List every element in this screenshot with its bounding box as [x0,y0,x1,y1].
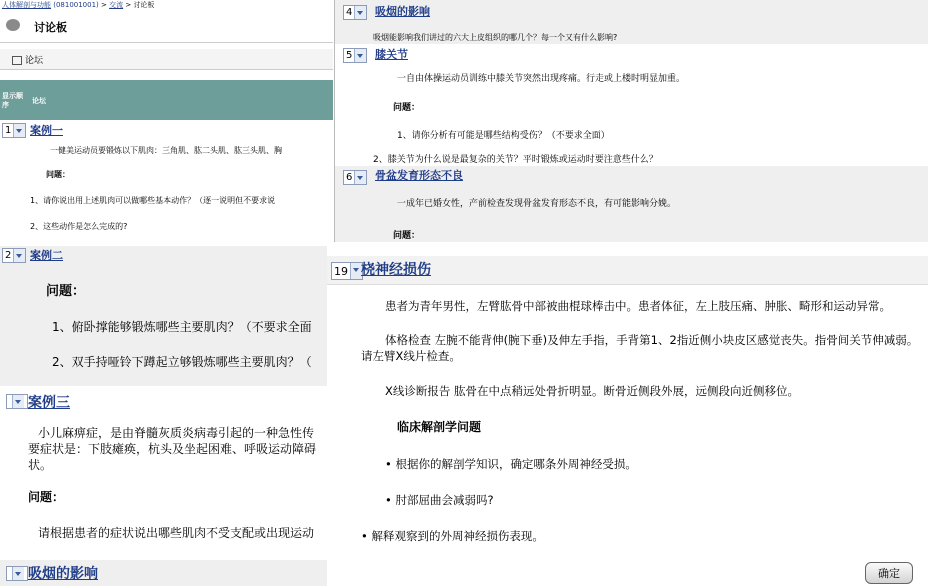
case-text: 2、膝关节为什么说是最复杂的关节？平时锻炼或运动时要注意些什么？ [373,155,658,165]
case-text: 1、请你分析有可能是哪些结构受伤？（不要求全面） [397,131,610,141]
case-text: 体格检查 左腕不能背伸(腕下垂)及伸左手指，手背第1、2指近侧小块皮区感觉丧失。指骨间关节伸减弱。 [385,333,919,347]
question-item: • 根据你的解剖学知识，确定哪条外周神经受损。 [385,457,637,471]
breadcrumb-current: 讨论板 [133,1,155,9]
case-text: 一健美运动员要锻炼以下肌肉：三角肌、肱二头肌、肱三头肌、胸 [50,146,282,155]
question-item: • 解释观察到的外周神经损伤表现。 [361,529,544,543]
page-title: 讨论板 [34,21,67,34]
chevron-down-icon [354,171,366,184]
case-header [327,256,928,285]
case-row [335,44,928,168]
case-text: X线诊断报告 肱骨在中点稍远处骨折明显。断骨近侧段外展，远侧段向近侧移位。 [385,384,800,398]
right-top-panel [334,0,928,242]
table-header [0,80,333,120]
forum-tab-label: 论坛 [25,56,44,66]
case-row [0,122,333,246]
case-row [335,0,928,44]
case-text: 请根据患者的症状说出哪些肌肉不受支配或出现运动 [38,526,315,540]
case-title[interactable]: 骨盆发育形态不良 [375,169,463,182]
case-title[interactable]: 吸烟的影响 [28,566,98,582]
right-bottom-panel [327,242,928,586]
case-text: 2、这些动作是怎么完成的? [30,222,128,231]
discussion-icon [6,19,20,31]
breadcrumb-link-course[interactable]: 人体解剖与功能 [2,1,51,9]
case-row [0,246,333,386]
breadcrumb-code: (081001001) [53,1,99,9]
case-text: 吸烟能影响我们讲过的六大上皮组织的哪几个？每一个又有什么影响? [373,33,618,42]
case-title[interactable]: 桡神经损伤 [361,262,431,278]
case-title[interactable]: 膝关节 [375,48,408,61]
case-body [327,286,928,586]
chevron-down-icon [13,124,25,137]
case-text: 患者为青年男性，左臂肱骨中部被曲棍球棒击中。患者体征，左上肢压痛、肿胀、畸形和运动异常。 [385,299,891,313]
order-select[interactable]: 6 [343,170,367,185]
chevron-down-icon [354,49,366,62]
case-row [0,560,333,586]
order-select[interactable]: 5 [343,48,367,63]
chevron-down-icon [12,567,24,580]
case-text: 一成年已婚女性，产前检查发现骨盆发育形态不良，有可能影响分娩。 [397,199,677,209]
case-text: 要症状是：下肢瘫痪，杭头及坐起困难、呼吸运动障碍 [28,442,317,456]
case-question-label: 问题： [393,103,421,113]
forum-icon [12,56,22,65]
case-text: 2、双手持哑铃下蹲起立够锻炼哪些主要肌肉？（ [52,355,312,369]
question-item: • 肘部屈曲会减弱吗? [385,493,494,507]
chevron-down-icon [13,249,25,262]
case-title[interactable]: 案例三 [28,395,70,411]
case-text: 1、请你说出用上述肌肉可以做哪些基本动作？（逐一说明但不要求说 [30,196,276,205]
order-select[interactable]: 1 [2,123,26,138]
case-question-label: 问题： [393,231,421,241]
case-question-label: 问题： [28,490,65,504]
order-select[interactable]: 2 [2,248,26,263]
case-title[interactable]: 案例一 [30,124,63,137]
breadcrumb: 人体解剖与功能 (081001001) > 交流 > 讨论板 [2,1,155,9]
case-text: 请左臂X线片检查。 [361,349,461,363]
order-select[interactable]: 4 [343,5,367,20]
case-title[interactable]: 吸烟的影响 [375,5,430,18]
chevron-down-icon [354,6,366,19]
chevron-down-icon [12,395,24,408]
case-row [335,166,928,242]
toolbar [0,49,333,70]
case-title[interactable]: 案例二 [30,249,63,262]
case-question-label: 问题： [46,170,70,179]
case-text: 一自由体操运动员训练中膝关节突然出现疼痛。行走或上楼时明显加重。 [397,74,686,84]
left-panel [0,0,333,586]
forum-tab[interactable] [12,53,43,66]
case-question-label: 问题： [46,284,86,299]
header-forum: 论坛 [32,97,46,105]
case-text: 小儿麻痹症，是由脊髓灰质炎病毒引起的一种急性传 [38,426,315,440]
case-subheading: 临床解剖学问题 [397,420,482,434]
header-order: 显示顺序 [2,92,23,109]
breadcrumb-link-exchange[interactable]: 交流 [109,1,124,9]
order-select[interactable] [6,394,28,409]
order-select[interactable] [6,566,28,581]
confirm-button[interactable]: 确定 [865,562,913,584]
case-row [0,386,333,560]
order-select[interactable]: 19 [331,262,363,280]
case-text: 1、俯卧撑能够锻炼哪些主要肌肉？（不要求全面 [52,320,312,334]
page-header [0,10,333,43]
case-text: 状。 [28,458,53,472]
